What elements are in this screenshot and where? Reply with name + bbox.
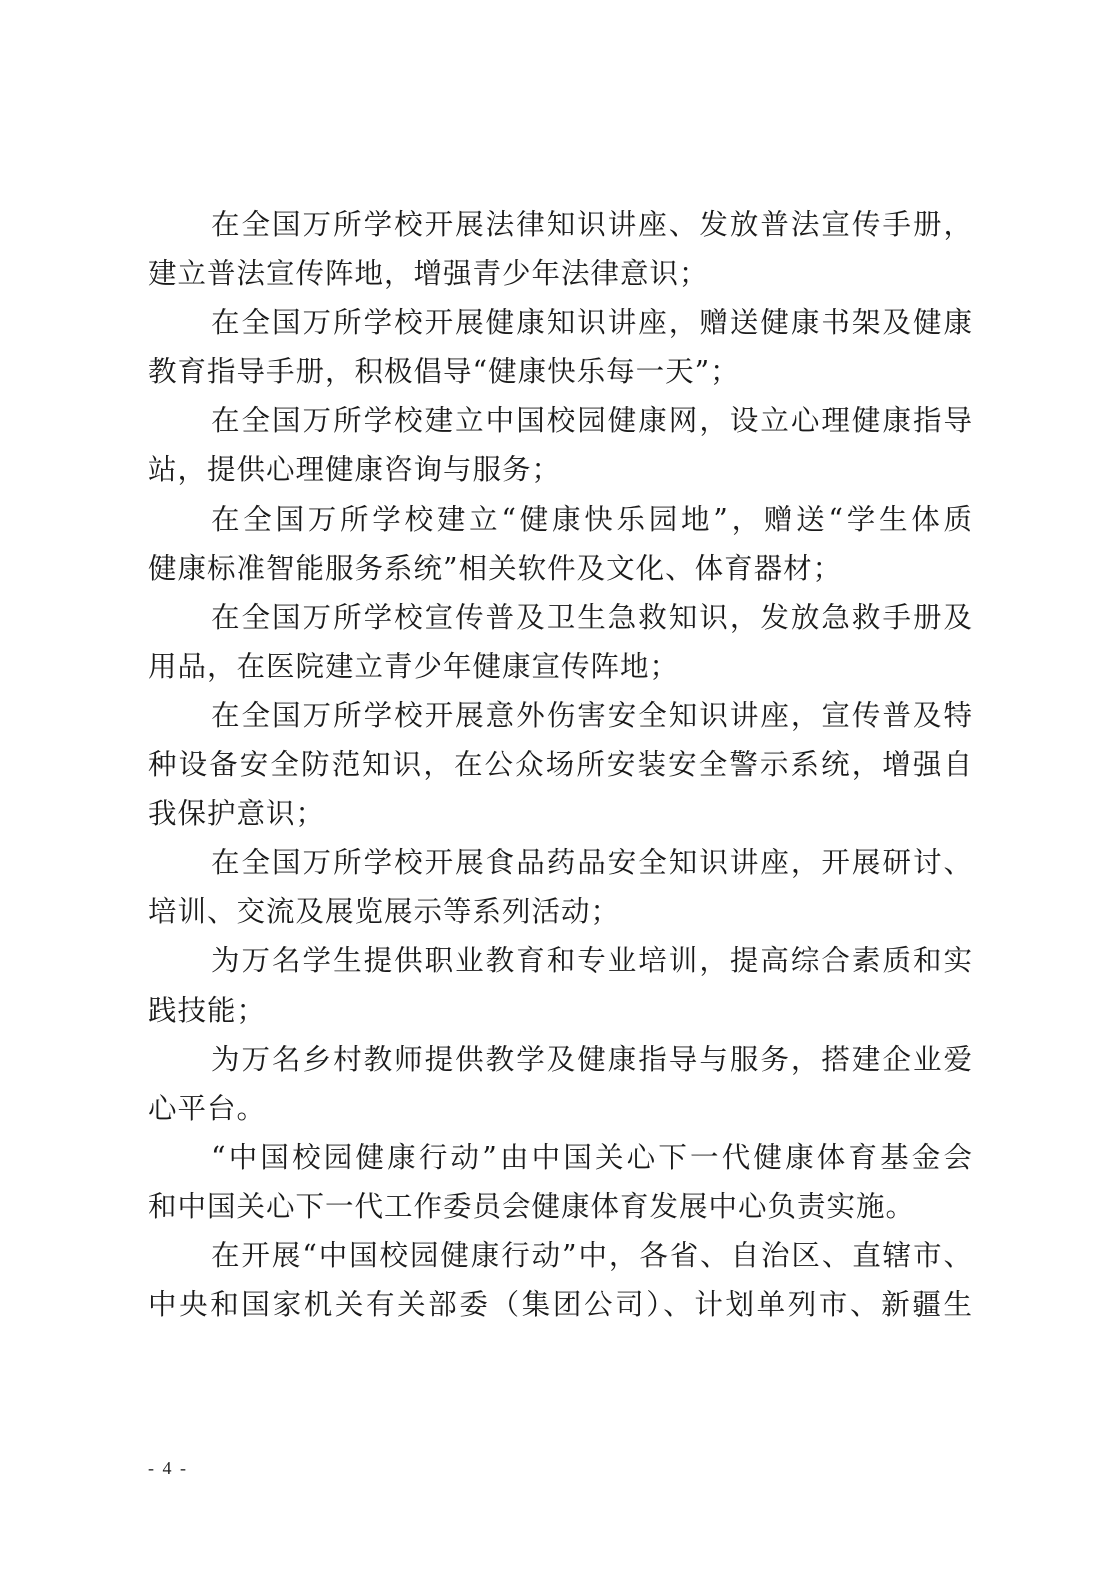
paragraph-line: 为万名乡村教师提供教学及健康指导与服务，搭建企业爱 <box>211 1042 973 1076</box>
paragraph-line: “中国校园健康行动”由中国关心下一代健康体育基金会 <box>211 1140 973 1174</box>
paragraph-line: 为万名学生提供职业教育和专业培训，提高综合素质和实 <box>211 944 973 978</box>
paragraph-line: 在全国万所学校开展意外伤害安全知识讲座，宣传普及特 <box>211 698 973 732</box>
paragraph-line: 种设备安全防范知识，在公众场所安装安全警示系统，增强自 <box>148 748 973 782</box>
paragraph-line: 在全国万所学校建立“健康快乐园地”，赠送“学生体质 <box>211 502 973 536</box>
paragraph-line: 培训、交流及展览展示等系列活动； <box>148 895 621 929</box>
paragraph-line: 在全国万所学校开展法律知识讲座、发放普法宣传手册， <box>211 208 973 241</box>
paragraph-line: 健康标准智能服务系统”相关软件及文化、体育器材； <box>148 551 843 585</box>
paragraph-line: 心平台。 <box>148 1091 267 1125</box>
paragraph-line: 教育指导手册，积极倡导“健康快乐每一天”； <box>148 355 740 389</box>
paragraph-line: 用品，在医院建立青少年健康宣传阵地； <box>148 649 680 683</box>
page-number: - 4 - <box>148 1458 188 1478</box>
paragraph-line: 和中国关心下一代工作委员会健康体育发展中心负责实施。 <box>148 1189 916 1223</box>
paragraph-line: 在全国万所学校开展食品药品安全知识讲座，开展研讨、 <box>211 846 973 880</box>
paragraph-line: 在全国万所学校宣传普及卫生急救知识，发放急救手册及 <box>211 600 973 634</box>
paragraph-line: 建立普法宣传阵地，增强青少年法律意识； <box>148 257 709 291</box>
paragraph-line: 在开展“中国校园健康行动”中，各省、自治区、直辖市、 <box>211 1238 973 1272</box>
paragraph-line: 在全国万所学校开展健康知识讲座，赠送健康书架及健康 <box>211 306 973 340</box>
paragraph-line: 站，提供心理健康咨询与服务； <box>148 453 562 487</box>
paragraph-line: 在全国万所学校建立中国校园健康网，设立心理健康指导 <box>211 404 973 438</box>
paragraph-line: 践技能； <box>148 993 267 1027</box>
body-text <box>148 200 973 1329</box>
paragraph-line: 中央和国家机关有关部委（集团公司）、计划单列市、新疆生 <box>148 1288 973 1322</box>
paragraph-line: 我保护意识； <box>148 797 326 831</box>
